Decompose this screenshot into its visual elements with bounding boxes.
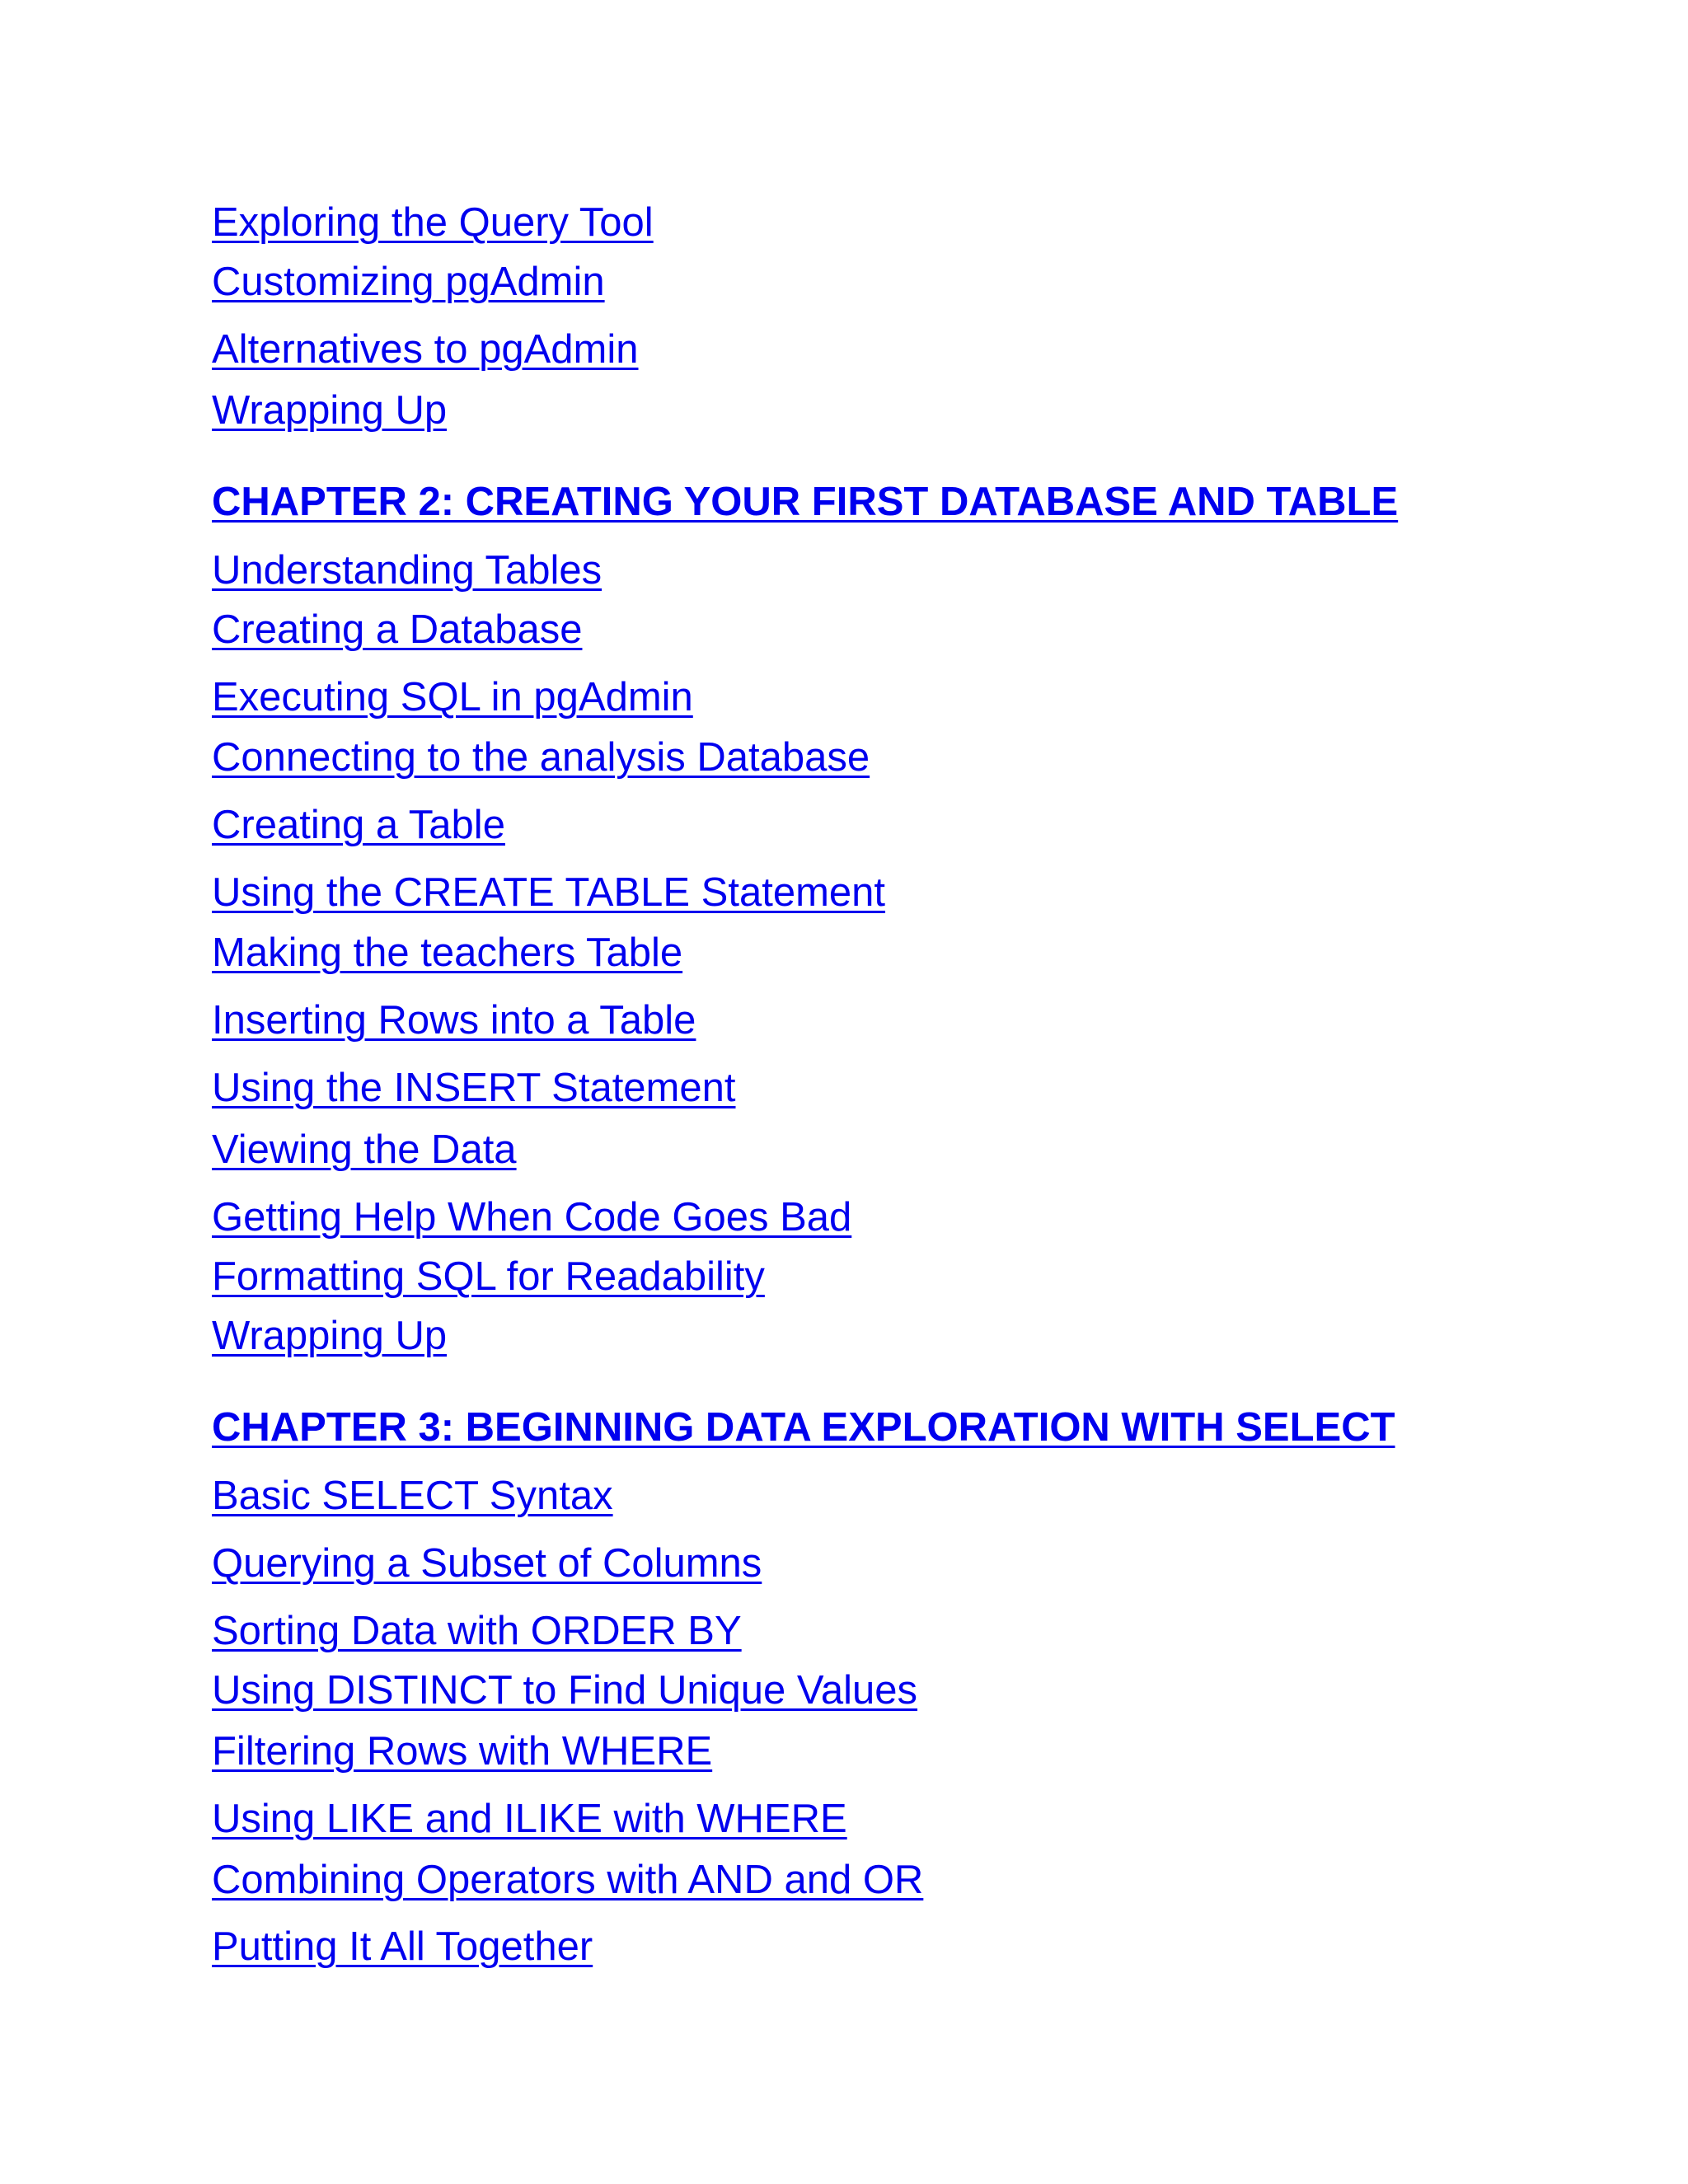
toc-link-alternatives-to-pgadmin[interactable]: Alternatives to pgAdmin (212, 327, 639, 372)
table-of-contents (212, 198, 1613, 1971)
toc-link-connecting-to-analysis-database[interactable]: Connecting to the analysis Database (212, 735, 870, 780)
toc-chapter-2-link[interactable]: CHAPTER 2: CREATING YOUR FIRST DATABASE AND TABLE (212, 480, 1399, 524)
toc-link-filtering-rows-where[interactable]: Filtering Rows with WHERE (212, 1729, 713, 1774)
toc-link-basic-select-syntax[interactable]: Basic SELECT Syntax (212, 1474, 613, 1518)
toc-link-exploring-query-tool[interactable]: Exploring the Query Tool (212, 200, 654, 245)
toc-link-customizing-pgadmin[interactable]: Customizing pgAdmin (212, 260, 605, 304)
toc-link-executing-sql-in-pgadmin[interactable]: Executing SQL in pgAdmin (212, 675, 693, 719)
toc-link-putting-it-together[interactable]: Putting It All Together (212, 1924, 593, 1969)
toc-chapter-3-link[interactable]: CHAPTER 3: BEGINNING DATA EXPLORATION WITH SELECT (212, 1405, 1395, 1450)
toc-link-understanding-tables[interactable]: Understanding Tables (212, 548, 603, 593)
toc-link-create-table-statement[interactable]: Using the CREATE TABLE Statement (212, 870, 886, 915)
toc-link-making-teachers-table[interactable]: Making the teachers Table (212, 930, 683, 975)
toc-link-insert-statement[interactable]: Using the INSERT Statement (212, 1066, 736, 1110)
toc-link-wrapping-up-ch1[interactable]: Wrapping Up (212, 388, 448, 433)
toc-link-getting-help[interactable]: Getting Help When Code Goes Bad (212, 1195, 852, 1240)
toc-link-combining-operators[interactable]: Combining Operators with AND and OR (212, 1858, 924, 1902)
toc-link-using-distinct[interactable]: Using DISTINCT to Find Unique Values (212, 1668, 918, 1713)
toc-link-like-ilike[interactable]: Using LIKE and ILIKE with WHERE (212, 1797, 847, 1841)
toc-link-creating-a-table[interactable]: Creating a Table (212, 803, 505, 847)
toc-link-viewing-the-data[interactable]: Viewing the Data (212, 1127, 517, 1172)
toc-link-inserting-rows[interactable]: Inserting Rows into a Table (212, 998, 696, 1043)
toc-link-querying-subset-columns[interactable]: Querying a Subset of Columns (212, 1541, 762, 1586)
toc-link-formatting-sql[interactable]: Formatting SQL for Readability (212, 1254, 765, 1299)
toc-link-sorting-order-by[interactable]: Sorting Data with ORDER BY (212, 1609, 742, 1653)
toc-link-wrapping-up-ch2[interactable]: Wrapping Up (212, 1314, 448, 1358)
toc-link-creating-a-database[interactable]: Creating a Database (212, 607, 583, 652)
